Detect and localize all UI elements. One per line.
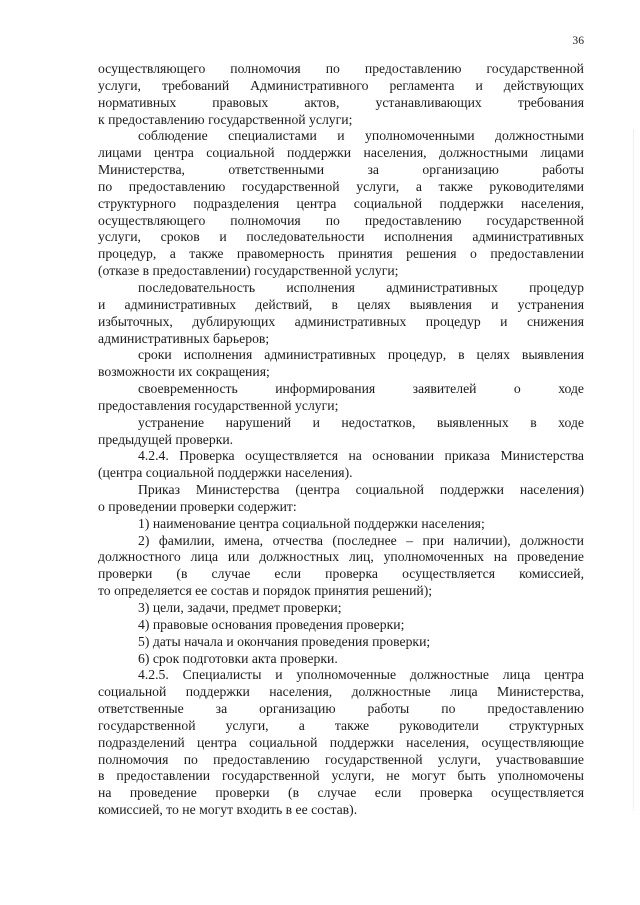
scan-edge-marks — [631, 130, 634, 810]
text-line: в предоставлении государственной услуги, не могут быть уполномочены — [98, 768, 584, 784]
paragraph-start-line: своевременность информирования заявителей о ходе — [138, 381, 584, 397]
paragraph-start-line: сроки исполнения административных процедур, в целях выявления — [138, 347, 584, 363]
text-line: ответственные за организацию работы по предоставлению — [98, 701, 584, 717]
paragraph-start-line: устранение нарушений и недостатков, выявленных в ходе — [138, 414, 584, 430]
section-4-2-4-line: 4.2.4. Проверка осуществляется на основании приказа Министерства — [138, 448, 584, 464]
text-line: возможности их сокращения; — [98, 364, 270, 380]
text-line: осуществляющего полномочия по предоставлению государственной — [98, 61, 584, 76]
list-item-6: 6) срок подготовки акта проверки. — [138, 650, 338, 666]
text-line: услуги, требований Административного регламента и действующих — [98, 77, 584, 93]
paragraph-start-line: соблюдение специалистами и уполномоченными должностными — [138, 128, 584, 144]
text-line: о проведении проверки содержит: — [98, 498, 297, 514]
text-line: полномочия по предоставлению государственной услуги, участвовавшие — [98, 751, 584, 767]
text-line: процедур, а также правомерность принятия решения о предоставлении — [98, 246, 584, 262]
text-line: избыточных, дублирующих административных процедур и снижения — [98, 313, 584, 329]
text-line: (центра социальной поддержки населения). — [98, 465, 353, 481]
paragraph-start-line: Приказ Министерства (центра социальной поддержки населения) — [138, 482, 584, 498]
page-number: 36 — [572, 34, 584, 47]
list-item-3: 3) цели, задачи, предмет проверки; — [138, 600, 342, 615]
list-item-2: 2) фамилии, имена, отчества (последнее – при наличии), должности — [138, 532, 584, 548]
text-line: по предоставлению государственной услуги, а также руководителями — [98, 178, 584, 194]
text-line: комиссией, то не могут входить в ее состав). — [98, 802, 358, 818]
text-line: услуги, сроков и последовательности исполнения административных — [98, 229, 584, 245]
text-line: Министерства, ответственными за организацию работы — [98, 162, 584, 178]
list-item-4: 4) правовые основания проведения проверки; — [138, 616, 405, 632]
paragraph-start-line: последовательность исполнения административных процедур — [138, 279, 584, 295]
text-line: должностного лица или должностных лиц, уполномоченных на проведение — [98, 549, 584, 565]
text-line: осуществляющего полномочия по предоставлению государственной — [98, 212, 584, 228]
text-line: предоставления государственной услуги; — [98, 397, 339, 413]
text-line: проверки (в случае если проверка осуществляется комиссией, — [98, 566, 584, 582]
text-line: (отказе в предоставлении) государственной услуги; — [98, 263, 399, 279]
text-line: на проведение проверки (в случае если проверка осуществляется — [98, 785, 584, 801]
text-line: подразделений центра социальной поддержки населения, осуществляющие — [98, 734, 584, 750]
text-line: административных барьеров; — [98, 330, 270, 346]
list-item-5: 5) даты начала и окончания проведения проверки; — [138, 633, 431, 649]
text-line: нормативных правовых актов, устанавливающих требования — [98, 94, 584, 110]
text-line: социальной поддержки населения, должностные лица Министерства, — [98, 684, 584, 700]
text-line: к предоставлению государственной услуги; — [98, 111, 353, 127]
text-line: лицами центра социальной поддержки населения, должностными лицами — [98, 145, 584, 161]
text-line: то определяется ее состав и порядок принятия решений); — [98, 583, 433, 599]
text-line: структурного подразделения центра социальной поддержки населения, — [98, 195, 584, 211]
text-line: и административных действий, в целях выявления и устранения — [98, 296, 584, 312]
list-item-1: 1) наименование центра социальной поддержки населения; — [138, 515, 485, 531]
text-line: предыдущей проверки. — [98, 431, 234, 447]
body-text — [98, 61, 584, 819]
text-line: государственной услуги, а также руководители структурных — [98, 717, 584, 733]
section-4-2-5-line: 4.2.5. Специалисты и уполномоченные должностные лица центра — [138, 667, 584, 683]
